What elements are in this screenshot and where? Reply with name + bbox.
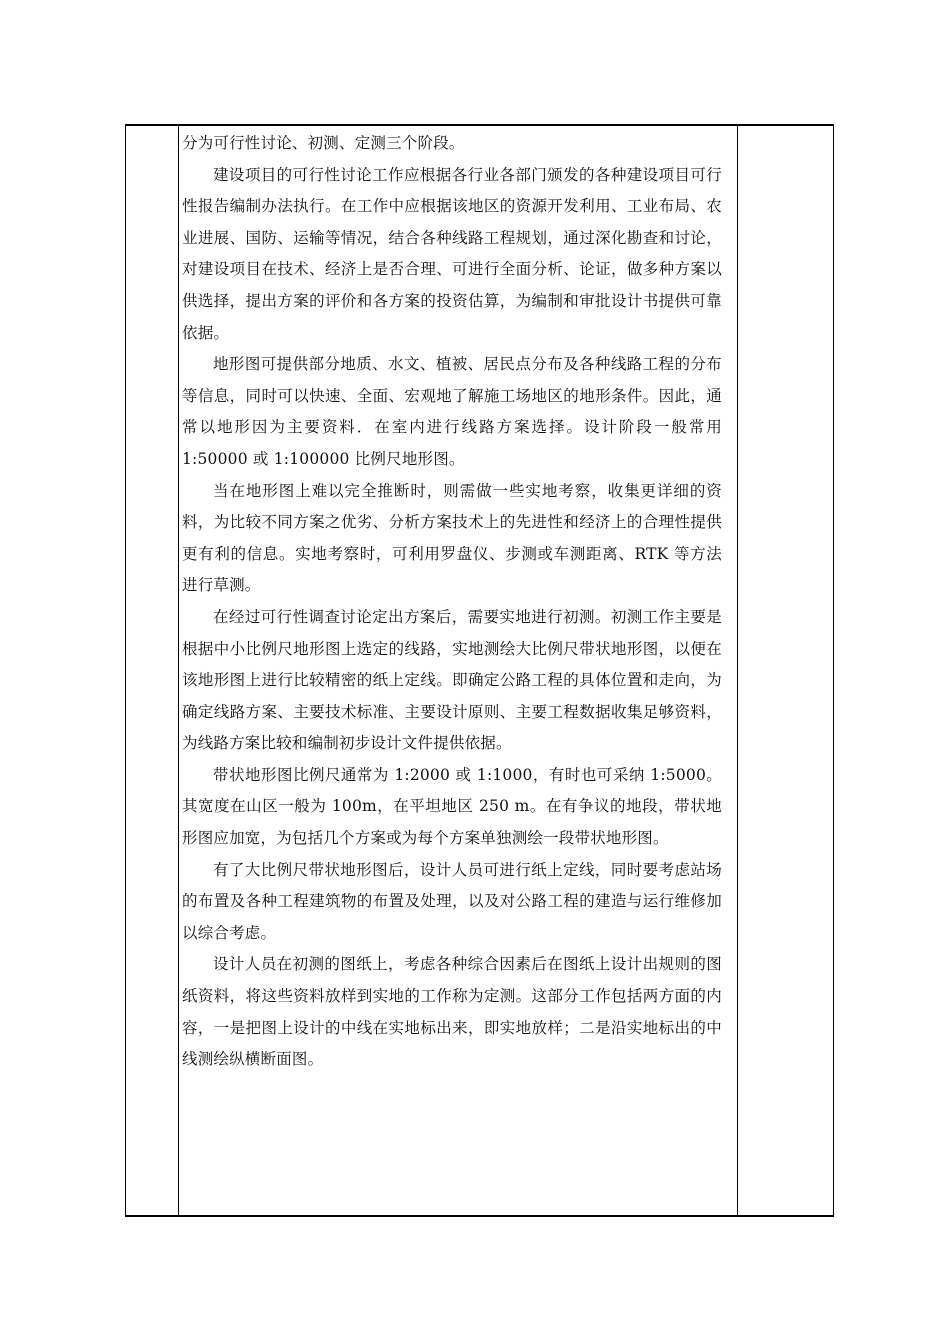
paragraph-paper-location: 有了大比例尺带状地形图后，设计人员可进行纸上定线，同时要考虑站场的布置及各种工程建筑物的布置及处理，以及对公路工程的建造与运行维修加以综合考虑。 bbox=[182, 860, 722, 942]
paragraph-preliminary-survey: 在经过可行性调查讨论定出方案后，需要实地进行初测。初测工作主要是根据中小比例尺地形图上选定的线路，实地测绘大比例尺带状地形图，以便在该地形图上进行比较精密的纸上定线。即确定公路工程的具体位置和走向，为确定线路方案、主要技术标准、主要设计原则、主要工程数据收集足够资料，为线路方案比较和编制初步设计文件提供依据。 bbox=[182, 607, 722, 753]
right-column-divider bbox=[737, 126, 738, 1215]
paragraph-feasibility: 建设项目的可行性讨论工作应根据各行业各部门颁发的各种建设项目可行性报告编制办法执行。在工作中应根据该地区的资源开发利用、工业布局、农业进展、国防、运输等情况，结合各种线路工程规划，通过深化勘查和讨论，对建设项目在技术、经济上是否合理、可进行全面分析、论证，做多种方案以供选择，提出方案的评价和各方案的投资估算，为编制和审批设计书提供可靠依据。 bbox=[182, 165, 722, 342]
content-cell bbox=[182, 128, 722, 1076]
paragraph-continuation: 分为可行性讨论、初测、定测三个阶段。 bbox=[182, 134, 465, 152]
document-table bbox=[125, 124, 834, 1217]
paragraph-strip-map-scale: 带状地形图比例尺通常为 1:2000 或 1:1000，有时也可采纳 1:5000。其宽度在山区一般为 100m，在平坦地区 250 m。在有争议的地段，带状地形图应加宽，为包括几个方案或为每个方案单独测绘一段带状地形图。 bbox=[182, 765, 722, 848]
left-column-divider bbox=[178, 126, 179, 1215]
paragraph-final-survey: 设计人员在初测的图纸上，考虑各种综合因素后在图纸上设计出规则的图纸资料，将这些资料放样到实地的工作称为定测。这部分工作包括两方面的内容，一是把图上设计的中线在实地标出来，即实地放样；二是沿实地标出的中线测绘纵横断面图。 bbox=[182, 955, 722, 1069]
paragraph-topographic-map: 地形图可提供部分地质、水文、植被、居民点分布及各种线路工程的分布等信息，同时可以快速、全面、宏观地了解施工场地区的地形条件。因此，通常以地形因为主要资料．在室内进行线路方案选择。设计阶段一般常用 1:50000 或 1:100000 比例尺地形图。 bbox=[182, 355, 722, 468]
paragraph-field-survey: 当在地形图上难以完全推断时，则需做一些实地考察，收集更详细的资料，为比较不同方案之优劣、分析方案技术上的先进性和经济上的合理性提供更有利的信息。实地考察时，可利用罗盘仪、步测或车测距离、RTK 等方法进行草测。 bbox=[182, 481, 722, 595]
